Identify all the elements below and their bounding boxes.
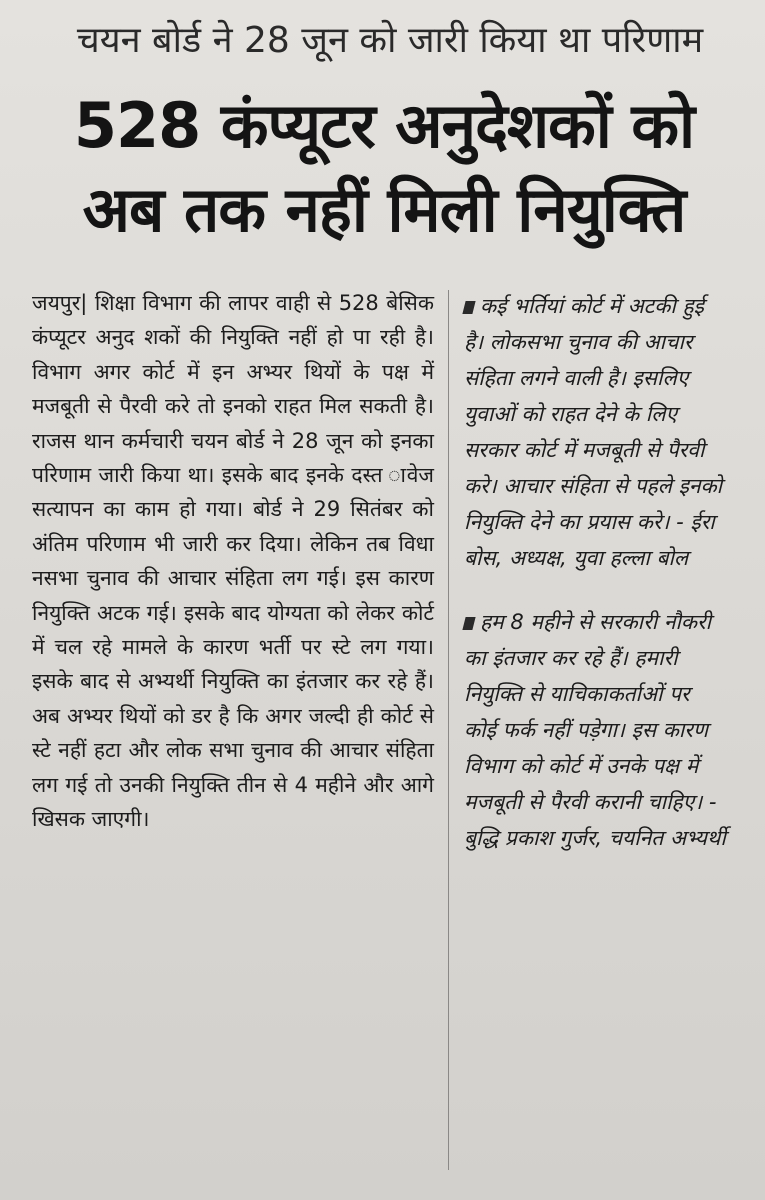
column-divider [448, 290, 449, 1170]
quote-2 [464, 604, 726, 856]
headline-line-1: 528 कंप्यूटर अनुदेशकों को [73, 89, 695, 162]
quote-bullet-icon [462, 301, 475, 314]
headline-line-2: अब तक नहीं मिली नियुक्ति [82, 173, 686, 246]
quote-bullet-icon [462, 617, 475, 630]
quotes-column [464, 288, 726, 856]
quote-1 [464, 288, 726, 576]
article-body-column [32, 286, 434, 837]
kicker: चयन बोर्ड ने 28 जून को जारी किया था परिणाम [76, 20, 704, 61]
quote-2-text: हम 8 महीने से सरकारी नौकरी का इंतजार कर रहे हैं। हमारी नियुक्ति से याचिकाकर्ताओं पर कोई फर्क नहीं पड़ेगा। इस कारण विभाग को कोर्ट में उनके पक्ष में मजबूती से पैरवी करानी चाहिए। - बुद्धि प्रकाश गुर्जर, चयनित अभ्यर्थी [464, 610, 726, 850]
article-body: जयपुर| शिक्षा विभाग की लापर वाही से 528 बेसिक कंप्यूटर अनुद शकों की नियुक्ति नहीं हो पा रही है। विभाग अगर कोर्ट में इन अभ्यर थियों के पक्ष में मजबूती से पैरवी करे तो इनको राहत मिल सकती है। राजस थान कर्मचारी चयन बोर्ड ने 28 जून को इनका परिणाम जारी किया था। इसके बाद इनके दस्त ावेज सत्यापन का काम हो गया। बोर्ड ने 29 सितंबर को अंतिम परिणाम भी जारी कर दिया। लेकिन तब विधा नसभा चुनाव की आचार संहिता लग गई। इस कारण नियुक्ति अटक गई। इसके बाद योग्यता को लेकर कोर्ट में चल रहे मामले के कारण भर्ती पर स्टे लग गया। इसके बाद से अभ्यर्थी नियुक्ति का इंतजार कर रहे हैं। अब अभ्यर थियों को डर है कि अगर जल्दी ही कोर्ट से स्टे नहीं हटा और लोक सभा चुनाव की आचार संहिता लग गई तो उनकी नियुक्ति तीन से 4 महीने और आगे खिसक जाएगी। [32, 291, 434, 832]
quote-1-text: कई भर्तियां कोर्ट में अटकी हुई है। लोकसभा चुनाव की आचार संहिता लगने वाली है। इसलिए युवाओं को राहत देने के लिए सरकार कोर्ट में मजबूती से पैरवी करे। आचार संहिता से पहले इनको नियुक्ति देने का प्रयास करे। - ईरा बोस, अध्यक्ष, युवा हल्ला बोल [464, 294, 723, 570]
headline [24, 84, 744, 252]
